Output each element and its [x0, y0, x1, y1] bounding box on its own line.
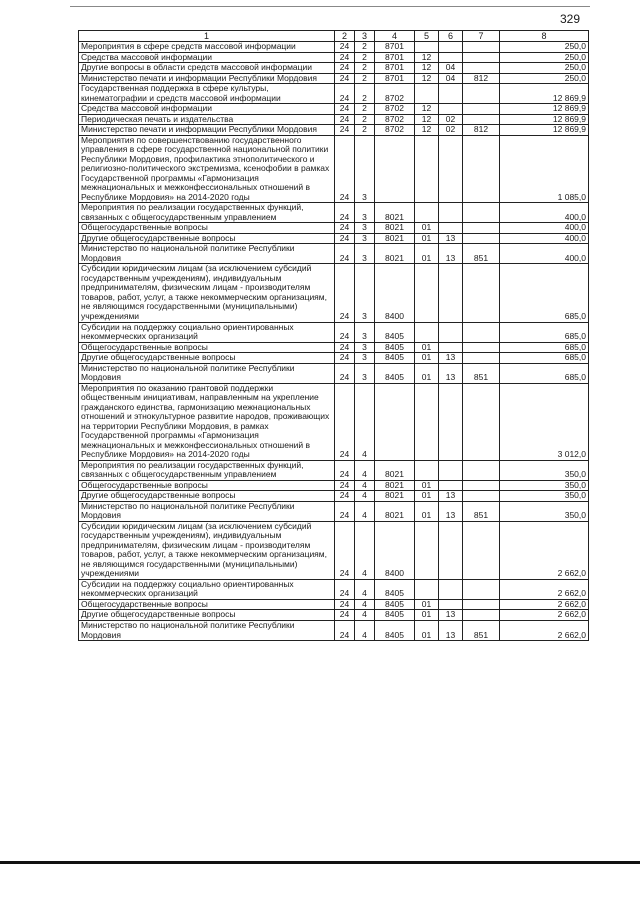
row-name-cell: Министерство печати и информации Республики Мордовия: [79, 125, 335, 136]
row-amount-cell: 2 662,0: [500, 521, 589, 579]
row-code-cell: 8701: [375, 42, 415, 53]
row-name-cell: Субсидии на поддержку социально ориентированных некоммерческих организаций: [79, 322, 335, 342]
row-code-cell: 13: [439, 363, 463, 383]
row-name-cell: Министерство по национальной политике Республики Мордовия: [79, 244, 335, 264]
row-code-cell: 2: [355, 104, 375, 115]
row-code-cell: [463, 480, 500, 491]
row-code-cell: 8405: [375, 353, 415, 364]
row-code-cell: [463, 383, 500, 460]
row-code-cell: 13: [439, 353, 463, 364]
row-amount-cell: 685,0: [500, 322, 589, 342]
row-code-cell: [463, 599, 500, 610]
row-name-cell: Государственная поддержка в сфере культуры, кинематографии и средств массовой информации: [79, 84, 335, 104]
row-code-cell: 24: [335, 73, 355, 84]
row-code-cell: [463, 342, 500, 353]
row-code-cell: 8405: [375, 599, 415, 610]
row-code-cell: [463, 322, 500, 342]
row-code-cell: 24: [335, 521, 355, 579]
row-code-cell: 8405: [375, 322, 415, 342]
row-code-cell: 04: [439, 73, 463, 84]
row-name-cell: Субсидии юридическим лицам (за исключением субсидий государственным учреждениям), индивидуальным предпринимателям, физическим лицам - производителям товаров, работ, услуг, а также некоммерческим организациям, не являющимся государственными (муниципальными) учреждениями: [79, 264, 335, 322]
row-code-cell: 4: [355, 480, 375, 491]
row-code-cell: [463, 135, 500, 203]
row-code-cell: 01: [415, 363, 439, 383]
row-code-cell: 4: [355, 620, 375, 640]
row-code-cell: [439, 42, 463, 53]
row-code-cell: 8400: [375, 264, 415, 322]
row-amount-cell: 250,0: [500, 52, 589, 63]
table-row: [79, 125, 589, 136]
row-code-cell: [463, 460, 500, 480]
row-code-cell: 2: [355, 125, 375, 136]
row-code-cell: 3: [355, 322, 375, 342]
row-code-cell: [463, 491, 500, 502]
row-code-cell: 24: [335, 223, 355, 234]
row-name-cell: Мероприятия по оказанию грантовой поддержки общественным инициативам, направленным на укрепление гражданского единства, гармонизацию межнациональных отношений и этнокультурное развитие народов, проживающих на территории Республики Мордовия, в рамках Государственной программы «Гармонизация межнациональных и межконфессиональных отношений в Республике Мордовия» на 2014-2020 годы: [79, 383, 335, 460]
row-name-cell: Другие вопросы в области средств массовой информации: [79, 63, 335, 74]
table-row: [79, 244, 589, 264]
row-amount-cell: 12 869,9: [500, 84, 589, 104]
table-row: [79, 52, 589, 63]
row-amount-cell: 250,0: [500, 42, 589, 53]
row-code-cell: 01: [415, 244, 439, 264]
table-row: [79, 521, 589, 579]
row-amount-cell: 1 085,0: [500, 135, 589, 203]
row-code-cell: [463, 610, 500, 621]
row-code-cell: 2: [355, 73, 375, 84]
header-row: [79, 31, 589, 42]
row-code-cell: [439, 135, 463, 203]
bottom-rule: [0, 861, 640, 864]
row-name-cell: Периодическая печать и издательства: [79, 114, 335, 125]
table-row: [79, 114, 589, 125]
row-code-cell: 13: [439, 501, 463, 521]
row-code-cell: 8021: [375, 223, 415, 234]
row-code-cell: 24: [335, 104, 355, 115]
row-code-cell: 3: [355, 353, 375, 364]
table-row: [79, 223, 589, 234]
row-code-cell: 12: [415, 63, 439, 74]
row-code-cell: 8701: [375, 52, 415, 63]
row-name-cell: Министерство по национальной политике Республики Мордовия: [79, 620, 335, 640]
row-code-cell: [439, 84, 463, 104]
header-cell: 2: [335, 31, 355, 42]
row-code-cell: 8405: [375, 579, 415, 599]
row-code-cell: 8405: [375, 363, 415, 383]
row-code-cell: 01: [415, 480, 439, 491]
row-code-cell: 24: [335, 84, 355, 104]
row-amount-cell: 250,0: [500, 63, 589, 74]
row-amount-cell: 350,0: [500, 480, 589, 491]
row-code-cell: 24: [335, 342, 355, 353]
row-code-cell: 3: [355, 363, 375, 383]
row-code-cell: [463, 579, 500, 599]
row-amount-cell: 12 869,9: [500, 125, 589, 136]
row-code-cell: [415, 579, 439, 599]
table-row: [79, 104, 589, 115]
budget-table-body: [79, 42, 589, 641]
row-code-cell: 24: [335, 322, 355, 342]
table-row: [79, 233, 589, 244]
row-code-cell: 13: [439, 244, 463, 264]
row-code-cell: 8701: [375, 73, 415, 84]
row-code-cell: 01: [415, 620, 439, 640]
row-code-cell: [439, 383, 463, 460]
row-code-cell: [463, 104, 500, 115]
row-name-cell: Мероприятия по реализации государственных функций, связанных с общегосударственным управлением: [79, 460, 335, 480]
row-code-cell: 12: [415, 125, 439, 136]
row-code-cell: 24: [335, 363, 355, 383]
budget-table: [78, 30, 589, 641]
row-code-cell: [415, 135, 439, 203]
row-amount-cell: 400,0: [500, 233, 589, 244]
row-code-cell: 13: [439, 233, 463, 244]
row-code-cell: 24: [335, 125, 355, 136]
row-name-cell: Мероприятия в сфере средств массовой информации: [79, 42, 335, 53]
row-code-cell: 24: [335, 480, 355, 491]
row-code-cell: 24: [335, 42, 355, 53]
row-code-cell: 4: [355, 460, 375, 480]
table-row: [79, 203, 589, 223]
row-code-cell: 851: [463, 244, 500, 264]
table-row: [79, 42, 589, 53]
table-row: [79, 63, 589, 74]
header-cell: 3: [355, 31, 375, 42]
row-name-cell: Другие общегосударственные вопросы: [79, 610, 335, 621]
row-code-cell: 8021: [375, 480, 415, 491]
row-code-cell: 2: [355, 63, 375, 74]
row-amount-cell: 2 662,0: [500, 579, 589, 599]
row-code-cell: 851: [463, 620, 500, 640]
row-code-cell: 01: [415, 610, 439, 621]
row-code-cell: [439, 104, 463, 115]
row-code-cell: 4: [355, 491, 375, 502]
row-code-cell: 24: [335, 599, 355, 610]
row-code-cell: 4: [355, 521, 375, 579]
row-amount-cell: 2 662,0: [500, 620, 589, 640]
row-code-cell: 24: [335, 203, 355, 223]
row-code-cell: 3: [355, 244, 375, 264]
row-amount-cell: 12 869,9: [500, 114, 589, 125]
table-row: [79, 579, 589, 599]
row-name-cell: Общегосударственные вопросы: [79, 480, 335, 491]
row-code-cell: 4: [355, 501, 375, 521]
row-code-cell: 24: [335, 52, 355, 63]
row-code-cell: 8021: [375, 244, 415, 264]
row-code-cell: 24: [335, 620, 355, 640]
row-code-cell: 8405: [375, 610, 415, 621]
row-code-cell: 24: [335, 353, 355, 364]
row-code-cell: [463, 63, 500, 74]
header-cell: 4: [375, 31, 415, 42]
row-code-cell: 8702: [375, 114, 415, 125]
row-code-cell: 01: [415, 353, 439, 364]
row-name-cell: Общегосударственные вопросы: [79, 599, 335, 610]
row-code-cell: [439, 322, 463, 342]
row-code-cell: 4: [355, 599, 375, 610]
table-row: [79, 342, 589, 353]
row-code-cell: 3: [355, 135, 375, 203]
row-code-cell: 3: [355, 203, 375, 223]
row-code-cell: [463, 223, 500, 234]
row-name-cell: Средства массовой информации: [79, 52, 335, 63]
row-code-cell: [415, 383, 439, 460]
row-code-cell: [375, 383, 415, 460]
row-code-cell: 2: [355, 84, 375, 104]
table-row: [79, 480, 589, 491]
header-cell: 6: [439, 31, 463, 42]
table-row: [79, 353, 589, 364]
row-name-cell: Субсидии юридическим лицам (за исключением субсидий государственным учреждениям), индивидуальным предпринимателям, физическим лицам - производителям товаров, работ, услуг, а также некоммерческим организациям, не являющимся государственными (муниципальными) учреждениями: [79, 521, 335, 579]
row-name-cell: Другие общегосударственные вопросы: [79, 353, 335, 364]
row-amount-cell: 400,0: [500, 244, 589, 264]
row-code-cell: 8405: [375, 342, 415, 353]
row-code-cell: [463, 203, 500, 223]
table-row: [79, 501, 589, 521]
top-rule: [70, 6, 590, 7]
row-code-cell: 01: [415, 491, 439, 502]
table-row: [79, 73, 589, 84]
row-code-cell: [415, 264, 439, 322]
row-code-cell: [439, 264, 463, 322]
header-cell: 7: [463, 31, 500, 42]
table-row: [79, 599, 589, 610]
row-code-cell: [463, 264, 500, 322]
row-code-cell: 02: [439, 125, 463, 136]
header-cell: 8: [500, 31, 589, 42]
row-code-cell: 8405: [375, 620, 415, 640]
row-code-cell: [415, 84, 439, 104]
table-row: [79, 620, 589, 640]
row-name-cell: Министерство печати и информации Республики Мордовия: [79, 73, 335, 84]
page-number: 329: [560, 12, 581, 26]
row-code-cell: 24: [335, 491, 355, 502]
row-code-cell: 12: [415, 114, 439, 125]
row-code-cell: 01: [415, 233, 439, 244]
row-code-cell: 24: [335, 114, 355, 125]
row-code-cell: 24: [335, 383, 355, 460]
row-name-cell: Другие общегосударственные вопросы: [79, 491, 335, 502]
table-row: [79, 491, 589, 502]
row-code-cell: [439, 521, 463, 579]
header-cell: 5: [415, 31, 439, 42]
row-code-cell: [463, 521, 500, 579]
table-row: [79, 264, 589, 322]
row-code-cell: 3: [355, 223, 375, 234]
table-row: [79, 460, 589, 480]
row-code-cell: [439, 203, 463, 223]
table-row: [79, 610, 589, 621]
row-code-cell: 851: [463, 501, 500, 521]
row-code-cell: 01: [415, 342, 439, 353]
row-amount-cell: 350,0: [500, 460, 589, 480]
row-code-cell: 2: [355, 52, 375, 63]
row-code-cell: 24: [335, 135, 355, 203]
row-code-cell: [463, 353, 500, 364]
row-code-cell: 8701: [375, 63, 415, 74]
row-code-cell: [415, 42, 439, 53]
row-name-cell: Общегосударственные вопросы: [79, 342, 335, 353]
row-amount-cell: 400,0: [500, 203, 589, 223]
row-code-cell: [439, 579, 463, 599]
row-amount-cell: 350,0: [500, 501, 589, 521]
table-row: [79, 135, 589, 203]
row-code-cell: [415, 322, 439, 342]
row-name-cell: Министерство по национальной политике Республики Мордовия: [79, 501, 335, 521]
table-row: [79, 322, 589, 342]
row-code-cell: 8702: [375, 125, 415, 136]
row-code-cell: 24: [335, 579, 355, 599]
row-code-cell: 4: [355, 610, 375, 621]
row-code-cell: 4: [355, 579, 375, 599]
row-code-cell: 12: [415, 104, 439, 115]
row-amount-cell: 685,0: [500, 363, 589, 383]
row-code-cell: 24: [335, 244, 355, 264]
row-code-cell: 13: [439, 491, 463, 502]
row-code-cell: 8021: [375, 460, 415, 480]
row-code-cell: 2: [355, 42, 375, 53]
row-code-cell: 851: [463, 363, 500, 383]
row-code-cell: [463, 84, 500, 104]
row-code-cell: [463, 233, 500, 244]
row-name-cell: Субсидии на поддержку социально ориентированных некоммерческих организаций: [79, 579, 335, 599]
row-code-cell: 24: [335, 460, 355, 480]
row-amount-cell: 685,0: [500, 342, 589, 353]
row-code-cell: 12: [415, 52, 439, 63]
row-code-cell: 24: [335, 233, 355, 244]
row-code-cell: 3: [355, 264, 375, 322]
row-code-cell: 24: [335, 63, 355, 74]
row-name-cell: Средства массовой информации: [79, 104, 335, 115]
row-amount-cell: 685,0: [500, 264, 589, 322]
row-code-cell: [375, 135, 415, 203]
row-code-cell: 12: [415, 73, 439, 84]
row-code-cell: 24: [335, 264, 355, 322]
header-cell: 1: [79, 31, 335, 42]
row-code-cell: 13: [439, 610, 463, 621]
row-code-cell: 2: [355, 114, 375, 125]
row-code-cell: 3: [355, 233, 375, 244]
row-amount-cell: 2 662,0: [500, 610, 589, 621]
row-code-cell: [415, 203, 439, 223]
row-code-cell: [463, 52, 500, 63]
row-code-cell: 01: [415, 223, 439, 234]
row-code-cell: 812: [463, 125, 500, 136]
row-code-cell: [415, 460, 439, 480]
row-name-cell: Общегосударственные вопросы: [79, 223, 335, 234]
row-name-cell: Мероприятия по совершенствованию государственного управления в сфере государственной национальной политики Республики Мордовия, профилактика этнополитического и религиозно-политического экстремизма, ксенофобии в рамках Государственной программы «Гармонизация межнациональных и межконфессиональных отношений в Республике Мордовия» на 2014-2020 годы: [79, 135, 335, 203]
row-code-cell: 24: [335, 501, 355, 521]
row-code-cell: [439, 460, 463, 480]
row-amount-cell: 350,0: [500, 491, 589, 502]
row-code-cell: [439, 342, 463, 353]
row-code-cell: 13: [439, 620, 463, 640]
row-code-cell: 4: [355, 383, 375, 460]
row-amount-cell: 250,0: [500, 73, 589, 84]
row-name-cell: Министерство по национальной политике Республики Мордовия: [79, 363, 335, 383]
row-code-cell: [463, 42, 500, 53]
row-code-cell: 8400: [375, 521, 415, 579]
table-row: [79, 363, 589, 383]
row-code-cell: 01: [415, 599, 439, 610]
row-code-cell: 812: [463, 73, 500, 84]
row-code-cell: [463, 114, 500, 125]
row-code-cell: [439, 599, 463, 610]
row-code-cell: [439, 480, 463, 491]
row-amount-cell: 3 012,0: [500, 383, 589, 460]
row-code-cell: 02: [439, 114, 463, 125]
row-code-cell: 01: [415, 501, 439, 521]
row-code-cell: 8702: [375, 104, 415, 115]
row-code-cell: 8021: [375, 501, 415, 521]
row-code-cell: [439, 223, 463, 234]
row-name-cell: Другие общегосударственные вопросы: [79, 233, 335, 244]
row-amount-cell: 12 869,9: [500, 104, 589, 115]
row-amount-cell: 685,0: [500, 353, 589, 364]
row-amount-cell: 2 662,0: [500, 599, 589, 610]
row-code-cell: 3: [355, 342, 375, 353]
table-row: [79, 383, 589, 460]
row-code-cell: 04: [439, 63, 463, 74]
row-code-cell: 24: [335, 610, 355, 621]
row-name-cell: Мероприятия по реализации государственных функций, связанных с общегосударственным управлением: [79, 203, 335, 223]
row-code-cell: 8021: [375, 233, 415, 244]
row-amount-cell: 400,0: [500, 223, 589, 234]
row-code-cell: 8702: [375, 84, 415, 104]
row-code-cell: 8021: [375, 491, 415, 502]
row-code-cell: [439, 52, 463, 63]
row-code-cell: [415, 521, 439, 579]
row-code-cell: 8021: [375, 203, 415, 223]
table-row: [79, 84, 589, 104]
